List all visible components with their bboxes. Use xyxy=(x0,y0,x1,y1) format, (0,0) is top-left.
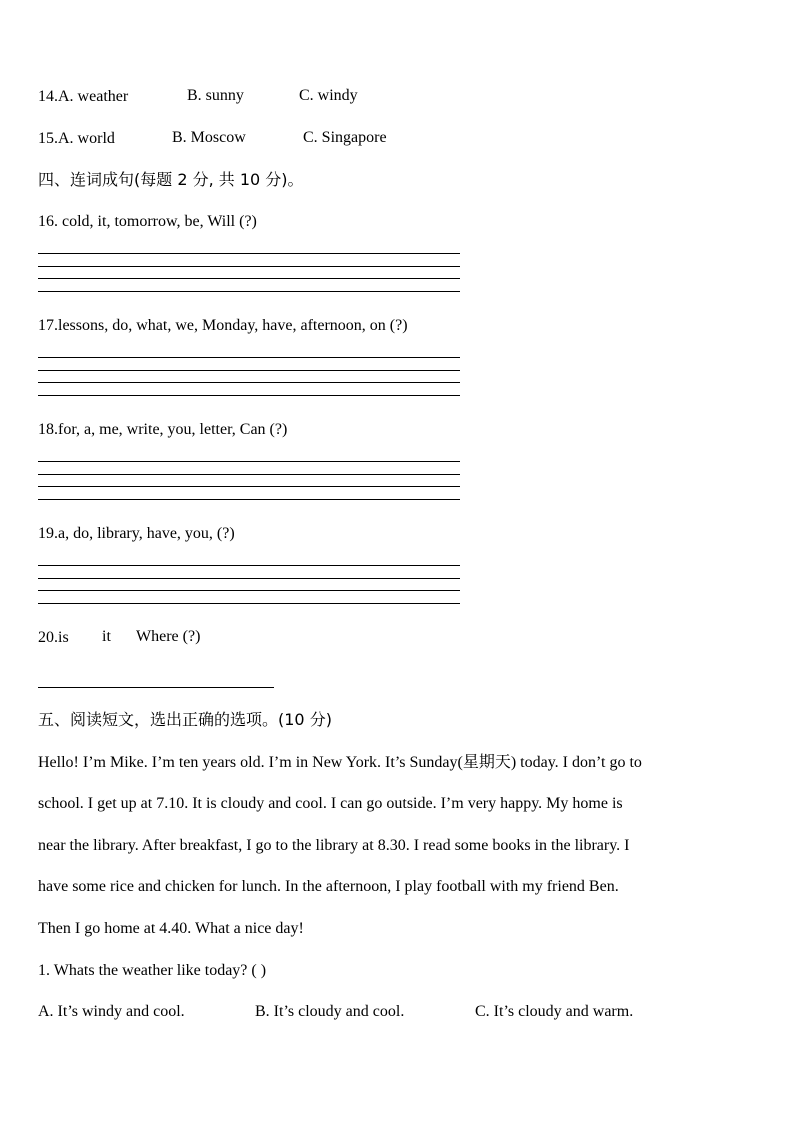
option-b: B. sunny xyxy=(187,87,244,104)
answer-line xyxy=(38,565,460,566)
answer-line xyxy=(38,395,460,396)
question-17: 17.lessons, do, what, we, Monday, have, afternoon, on (?) xyxy=(38,317,408,334)
option-b: B. It’s cloudy and cool. xyxy=(255,1003,405,1020)
passage-line: near the library. After breakfast, I go to the library at 8.30. I read some books in the library. I xyxy=(38,837,630,854)
section-4-heading: 四、连词成句(每题 2 分, 共 10 分)。 xyxy=(38,170,304,189)
answer-line xyxy=(38,253,460,254)
question-14 xyxy=(38,87,128,107)
option-a: A. It’s windy and cool. xyxy=(38,1003,185,1020)
answer-line xyxy=(38,461,460,462)
answer-line xyxy=(38,499,460,500)
passage-line: school. I get up at 7.10. It is cloudy and cool. I can go outside. I’m very happy. My home is xyxy=(38,795,623,812)
answer-line xyxy=(38,357,460,358)
option-c: C. It’s cloudy and warm. xyxy=(475,1003,634,1020)
answer-line xyxy=(38,486,460,487)
option-c: C. windy xyxy=(299,87,358,104)
answer-line xyxy=(38,278,460,279)
answer-line xyxy=(38,382,460,383)
option-a: A. world xyxy=(58,130,115,147)
answer-line xyxy=(38,474,460,475)
question-18: 18.for, a, me, write, you, letter, Can (?) xyxy=(38,421,288,438)
section-5-heading: 五、阅读短文，选出正确的选项。(10 分) xyxy=(38,710,332,729)
passage-line: have some rice and chicken for lunch. In the afternoon, I play football with my friend Ben. xyxy=(38,878,619,895)
answer-line xyxy=(38,603,460,604)
word: it xyxy=(102,628,111,645)
question-number: 14. xyxy=(38,88,58,105)
question-16: 16. cold, it, tomorrow, be, Will (?) xyxy=(38,213,257,230)
reading-question-1: 1. Whats the weather like today? ( ) xyxy=(38,962,267,979)
answer-line xyxy=(38,687,274,688)
question-19: 19.a, do, library, have, you, (?) xyxy=(38,525,235,542)
question-number: 15. xyxy=(38,130,58,147)
word: Where (?) xyxy=(136,628,201,645)
question-20 xyxy=(38,628,69,648)
option-a: A. weather xyxy=(58,88,129,105)
answer-line xyxy=(38,370,460,371)
question-15 xyxy=(38,129,115,149)
option-b: B. Moscow xyxy=(172,129,246,146)
answer-line xyxy=(38,590,460,591)
answer-line xyxy=(38,578,460,579)
answer-line xyxy=(38,291,460,292)
word: 20.is xyxy=(38,629,69,646)
option-c: C. Singapore xyxy=(303,129,387,146)
passage-line: Then I go home at 4.40. What a nice day! xyxy=(38,920,304,937)
answer-line xyxy=(38,266,460,267)
passage-line: Hello! I’m Mike. I’m ten years old. I’m in New York. It’s Sunday(星期天) today. I don’t go to xyxy=(38,754,642,771)
